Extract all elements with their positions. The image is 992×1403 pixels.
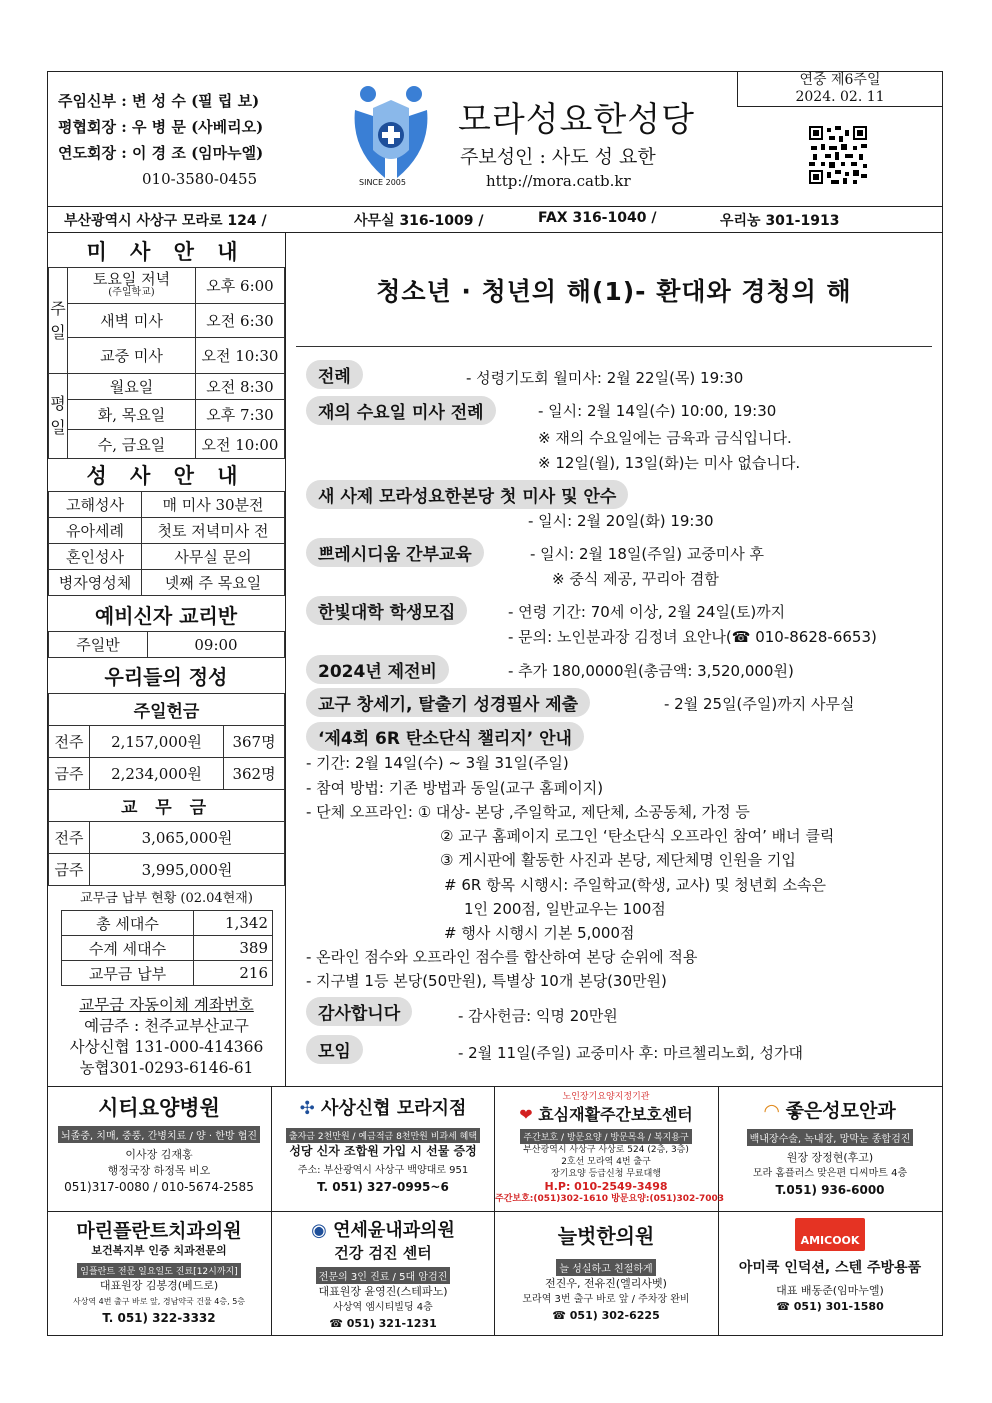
carbon-line: - 단체 오프라인: ① 대상- 본당 ,주일학교, 제단체, 소공동체, 가정 등 [306,803,750,821]
ad-bar: 백내장수술, 녹내장, 망막눈 종합검진 [747,1129,914,1146]
ad-line: 부산광역시 사상구 사상로 524 (2층, 3층) [523,1145,689,1155]
ad-bar: 주간보호 / 방문요양 / 방문목욕 / 복지용구 [520,1129,691,1144]
dues-title: 교 무 금 [49,790,285,822]
sacraments-table [48,491,285,596]
notice-line: - 추가 180,0000원(총금액: 3,520,000원) [508,662,794,680]
account-title: 교무금 자동이체 계좌번호 [79,996,254,1014]
ad-line: 이사장 김재홍 [125,1148,193,1161]
mass-sunday-time: 오전 10:30 [196,338,285,374]
issue-box [738,72,942,106]
ad-line: 원장 장정현(후고) [786,1151,874,1164]
ad-line: 대표원장 윤영진(스테파노) [318,1285,448,1298]
ad-bar: 임플란트 전문 일요일도 진료[12시까지] [77,1263,240,1278]
account-number: 농협301-0293-6146-61 [79,1059,254,1077]
carbon-line: # 행사 시행시 기본 5,000점 [444,924,635,942]
clinic-logo-icon: ◉ [311,1220,327,1241]
mass-sunday-time: 오후 6:00 [196,268,285,304]
carbon-tag: ‘제4회 6R 탄소단식 챌리지’ 안내 [306,722,584,751]
ad-line: 사상역 4번 출구 바로 앞, 경남약국 건물 4층, 5층 [72,1297,246,1306]
sacrament-name: 혼인성사 [49,544,142,570]
catechumen-time: 09:00 [148,632,285,658]
ad-rehab-center[interactable] [495,1089,725,1206]
mass-weekday-name: 수, 금요일 [68,430,196,459]
ad-name: 늘벗한의원 [557,1224,655,1248]
ads-divider [47,1086,943,1087]
ad-name: 시티요양병원 [98,1096,220,1120]
ad-amicook[interactable] [719,1218,941,1315]
ad-line: 2호선 모라역 4번 출구 [561,1157,651,1167]
ad-name-row: ◠ 좋은성모안과 [764,1100,896,1122]
parish-logo [345,80,437,190]
ad-top-note: 노인장기요양지정기관 [562,1092,650,1102]
fund-tag: 2024년 제전비 [306,655,449,684]
status-value: 1,342 [194,911,273,936]
mass-weekday-time: 오전 10:00 [196,430,285,459]
liturgical-week: 연중 제6주일 [799,72,881,88]
offerings-table [48,693,285,886]
notice-line: - 연령 기간: 70세 이상, 2월 24일(토)까지 [508,603,786,621]
sacrament-name: 병자영성체 [49,570,142,596]
office-phone: 사무실 316-1009 / [354,213,484,229]
ad-sub: 보건복지부 인증 치과전문의 [91,1244,227,1257]
mass-sunday-name: 교중 미사 [68,338,196,374]
ad-name-row: ✣ 사상신협 모라지점 [299,1098,467,1119]
ad-line: 대표원장 김봉경(베드로) [99,1279,219,1292]
ad-line: 장기요양 등급신청 무료대행 [550,1169,662,1179]
ad-bar: 뇌졸중, 치매, 중풍, 간병치료 / 양 · 한방 협진 [58,1126,260,1143]
ad-line: ☎ 051) 321-1231 [329,1317,437,1330]
catechumen-title: 예비신자 교리반 [94,604,238,628]
sacrament-value: 매 미사 30분전 [142,492,285,518]
notice-line: - 일시: 2월 14일(수) 10:00, 19:30 [538,402,777,420]
mass-sunday-name: 토요일 저녁 (주일학교) [68,268,196,304]
patron-saint: 주보성인 : 사도 성 요한 [460,146,656,168]
ad-bar: 전문의 3인 진료 / 5대 암검진 [316,1267,451,1284]
offering-count: 367명 [224,726,285,758]
issue-date: 2024. 02. 11 [795,89,885,105]
carbon-line: # 6R 항목 시행시: 주일학교(학생, 교사) 및 청년회 소속은 [444,876,827,894]
ad-line: T. 051) 322-3332 [102,1311,216,1325]
parish-name: 모라성요한성당 [458,100,695,140]
mass-weekday-name: 월요일 [68,374,196,400]
ad-line: 주간보호:(051)302-1610 방문요양:(051)302-7003 [495,1194,725,1204]
ad-eye-clinic[interactable] [719,1096,941,1198]
ad-name-row: ❤ 효심재활주간보호센터 [519,1105,693,1124]
address: 부산광역시 사상구 모라로 124 / [64,213,267,229]
offering-label: 금주 [49,758,90,790]
bible-tag: 교구 창세기, 탈출기 성경필사 제출 [306,688,590,717]
sacrament-name: 고해성사 [49,492,142,518]
mass-weekday-name: 화, 목요일 [68,400,196,430]
new-priest-tag: 새 사제 모라성요한본당 첫 미사 및 안수 [306,480,628,509]
mass-sunday-label: 주일 [49,268,68,374]
sunday-offering-title: 주일헌금 [49,694,285,726]
liturgy-tag: 전례 [306,360,363,389]
mass-table [48,267,285,459]
sacrament-name: 유아세례 [49,518,142,544]
ad-line: T.051) 936-6000 [775,1183,885,1197]
clergy-row: 평협회장 : 우 병 문 (사베리오) [58,118,264,136]
parish-url[interactable]: http://mora.catb.kr [486,172,631,190]
notice-line: - 문의: 노인분과장 김정녀 요안나(☎ 010-8628-6653) [508,628,877,646]
sacrament-value: 사무실 문의 [142,544,285,570]
ad-line: 성당 신자 조합원 가입 시 선물 증정 [289,1144,477,1158]
praesidium-tag: 쁘레시디움 간부교육 [306,538,484,567]
offerings-title: 우리들의 정성 [104,665,228,689]
mass-sunday-name: 새벽 미사 [68,304,196,338]
ad-dental-clinic[interactable] [48,1216,270,1326]
ad-line: 대표 배동준(임마누엘) [776,1284,884,1297]
farm-phone: 우리농 301-1913 [720,213,840,229]
ad-name: 마린플란트치과의원 [76,1220,242,1242]
account-number: 사상신협 131-000-414366 [69,1038,264,1056]
ad-oriental-clinic[interactable] [495,1220,717,1324]
clergy-row: 연도회장 : 이 경 조 (임마누엘) [58,144,264,162]
dues-label: 전주 [49,822,90,854]
ad-line: H.P: 010-2549-3498 [544,1180,668,1193]
sacrament-value: 넷째 주 목요일 [142,570,285,596]
headline: 청소년 · 청년의 해(1)- 환대와 경청의 해 [376,277,852,306]
offering-count: 362명 [224,758,285,790]
carbon-line: ② 교구 홈페이지 로그인 ‘탄소단식 오프라인 참여’ 배너 클릭 [440,827,835,845]
amicook-logo: AMICOOK [795,1218,866,1251]
thanks-tag: 감사합니다 [306,997,412,1026]
ad-line: 모라 홈플러스 맞은편 디씨마트 4층 [752,1168,908,1179]
notice-line: - 일시: 2월 20일(화) 19:30 [528,512,714,530]
ad-line: 행정국장 하정목 비오 [107,1164,211,1177]
ad-line: ☎ 051) 302-6225 [552,1309,660,1322]
ad-bar: 출자금 2천만원 / 예금적금 8천만원 비과세 혜택 [286,1128,480,1143]
issue-box-bottom [737,106,943,107]
ad-internal-clinic[interactable] [272,1216,494,1332]
university-tag: 한빛대학 학생모집 [306,596,467,625]
ad-line: 주소: 부산광역시 사상구 백양대로 951 [297,1165,469,1176]
ad-city-hospital[interactable] [48,1092,270,1195]
notice-line: - 감사헌금: 익명 20만원 [458,1007,618,1025]
ad-bar: 늘 성실하고 친절하게 [556,1259,655,1276]
notice-line: - 일시: 2월 18일(주일) 교중미사 후 [530,545,765,563]
headline-rule [296,346,932,347]
clergy-list [58,88,263,192]
account-holder: 예금주 : 천주교부산교구 [84,1017,249,1035]
carbon-line: ③ 게시판에 활동한 사진과 본당, 제단체명 인원을 기입 [440,851,796,869]
offering-amount: 2,234,000원 [90,758,224,790]
dues-amount: 3,065,000원 [90,822,285,854]
ad-credit-union[interactable] [272,1094,494,1195]
notice-line: ※ 재의 수요일에는 금육과 금식입니다. [538,429,792,447]
ads-row-divider [47,1211,943,1212]
eye-logo-icon: ◠ [764,1100,779,1122]
dues-status-title: 교무금 납부 현황 (02.04현재) [80,891,253,906]
column-divider [285,232,286,1086]
catechumen-label: 주일반 [49,632,148,658]
ad-line: 051)317-0080 / 010-5674-2585 [64,1180,254,1194]
meeting-tag: 모임 [306,1035,363,1064]
carbon-line: 1인 200점, 일반교우는 100점 [464,900,666,918]
offering-amount: 2,157,000원 [90,726,224,758]
mass-sunday-time: 오전 6:30 [196,304,285,338]
ad-line: 모라역 3번 출구 바로 앞 / 주차장 완비 [522,1294,690,1305]
heart-icon: ❤ [519,1105,533,1124]
ad-line: ☎ 051) 301-1580 [776,1300,884,1313]
ad-sub: 건강 검진 센터 [334,1244,432,1262]
carbon-line: - 온라인 점수와 오프라인 점수를 합산하여 본당 순위에 적용 [306,948,698,966]
dues-status-table [61,910,273,986]
qr-code[interactable] [807,124,869,186]
dues-label: 금주 [49,854,90,886]
sacrament-value: 첫토 저녁미사 전 [142,518,285,544]
status-label: 총 세대수 [62,911,194,936]
dues-amount: 3,995,000원 [90,854,285,886]
notice-line: ※ 중식 제공, 꾸리아 겸함 [552,570,719,588]
catechumen-table [48,631,285,658]
address-divider [47,232,943,233]
ad-name: 아미쿡 인덕션, 스텐 주방용품 [738,1260,922,1276]
status-label: 교무금 납부 [62,961,194,986]
mass-weekday-time: 오전 8:30 [196,374,285,400]
sacraments-title: 성 사 안 내 [48,460,284,490]
offering-label: 전주 [49,726,90,758]
parish-phone: 010-3580-0455 [142,170,258,188]
notice-line: - 2월 25일(주일)까지 사무실 [664,695,855,713]
ash-wednesday-tag: 재의 수요일 미사 전례 [306,396,496,425]
fax-number: FAX 316-1040 / [538,210,657,226]
notice-line: ※ 12일(월), 13일(화)는 미사 없습니다. [538,454,801,472]
carbon-line: - 참여 방법: 기존 방법과 동일(교구 홈페이지) [306,779,604,797]
status-value: 389 [194,936,273,961]
account-block [48,995,285,1079]
mass-weekday-label: 평일 [49,374,68,459]
header-divider [47,206,943,207]
ad-name-row: ◉ 연세윤내과의원 [311,1220,455,1241]
clergy-row: 주임신부 : 변 성 수 (필 립 보) [58,92,260,110]
ad-line: 사상역 엠시티빌딩 4층 [333,1302,433,1313]
credit-union-logo-icon: ✣ [299,1098,315,1119]
carbon-line: - 지구별 1등 본당(50만원), 특별상 10개 본당(30만원) [306,972,667,990]
status-label: 수계 세대수 [62,936,194,961]
notice-line: - 2월 11일(주일) 교중미사 후: 마르첼리노회, 성가대 [458,1044,803,1062]
status-value: 216 [194,961,273,986]
mass-title: 미 사 안 내 [48,236,284,266]
mass-weekday-time: 오후 7:30 [196,400,285,430]
ad-line: 전진우, 전유진(엘리사벳) [545,1277,667,1290]
ad-line: T. 051) 327-0995~6 [317,1180,449,1194]
logo-since: SINCE 2005 [359,178,406,187]
notice-line: - 성령기도회 월미사: 2월 22일(목) 19:30 [466,369,744,387]
carbon-line: - 기간: 2월 14일(수) ~ 3월 31일(주일) [306,754,569,772]
